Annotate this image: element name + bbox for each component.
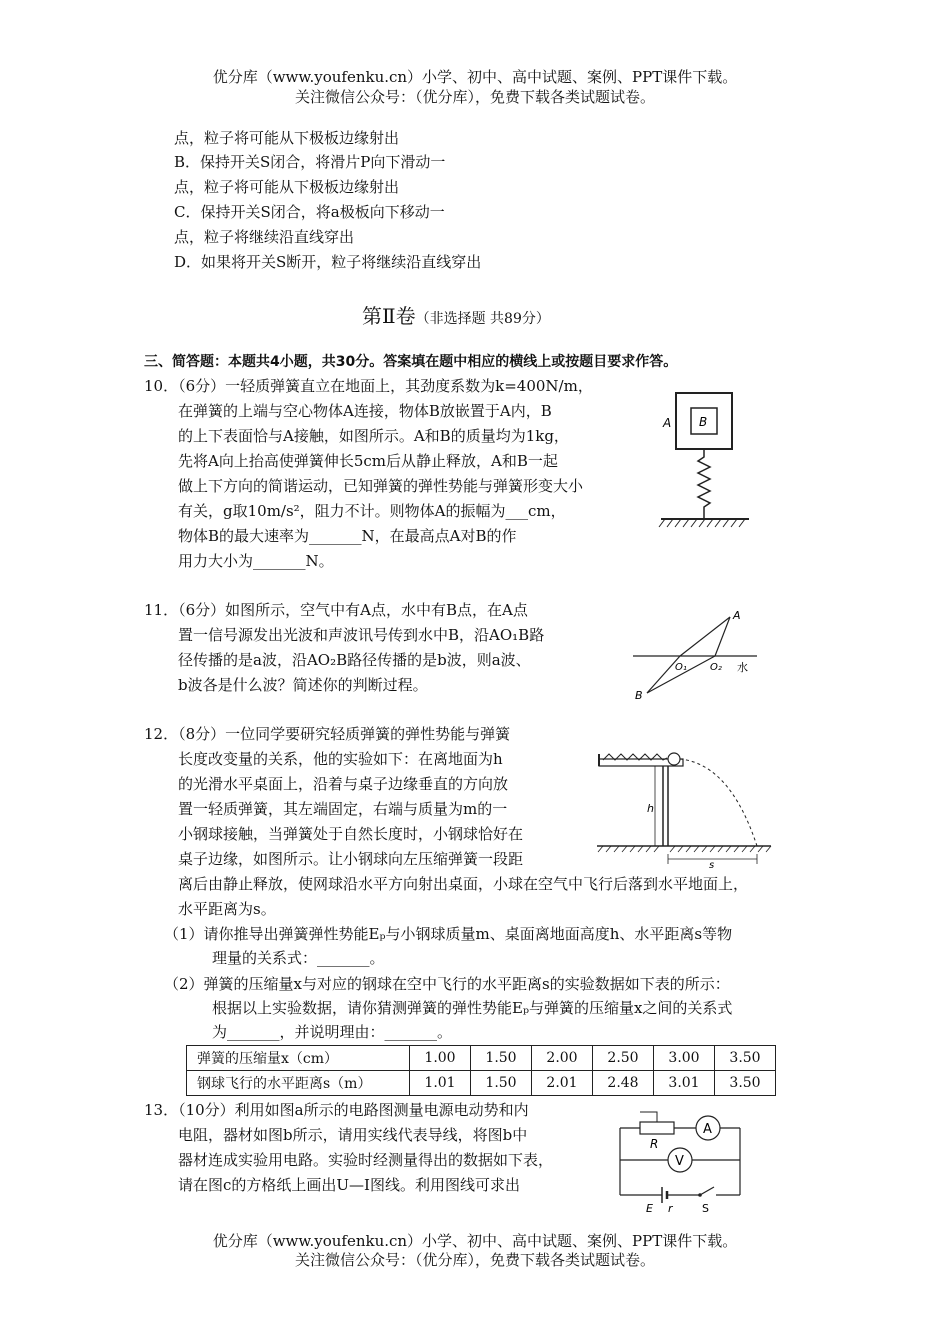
q11-line: 11．（6分）如图所示，空气中有A点，水中有B点，在A点 [144,601,528,619]
q13-line: 电阻，器材如图b所示，请用实线代表导线，将图b中 [178,1126,528,1144]
table-cell: 1.00 [410,1046,471,1071]
label-ammeter: A [703,1122,712,1137]
q11-line: b波各是什么波？简述你的判断过程。 [178,676,428,694]
label-r: r [668,1202,673,1215]
ground-hatch [659,519,745,527]
label-a: A [733,609,741,622]
q13-line: 请在图c的方格纸上画出U—I图线。利用图线可求出 [178,1176,520,1194]
q12-line: 12．（8分）一位同学要研究轻质弹簧的弹性势能与弹簧 [144,725,511,743]
option-line: 点，粒子将继续沿直线穿出 [174,228,355,246]
q12-sub1: （1）请你推导出弹簧弹性势能Eₚ与小钢球质量m、桌面离地面高度h、水平距离s等物 [164,925,733,943]
table-cell: 1.01 [410,1071,471,1096]
table-cell: 2.00 [532,1046,593,1071]
option-b: B．保持开关S闭合，将滑片P向下滑动一 [174,153,446,171]
option-c: C．保持开关S闭合，将a极板向下移动一 [174,203,445,221]
spring [698,449,710,519]
section-title [362,300,550,329]
footer-line-1: 优分库（www.youfenku.cn）小学、初中、高中试题、案例、PPT课件下载。 [212,1232,738,1250]
steel-ball [668,753,680,765]
label-o1: O₁ [675,662,687,673]
label-a: A [663,416,672,430]
footer-line-2: 关注微信公众号：（优分库），免费下载各类试题试卷。 [294,1251,655,1269]
label-h: h [647,802,654,815]
rheostat [640,1122,674,1134]
q10-line: 做上下方向的简谐运动，已知弹簧的弹性势能与弹簧形变大小 [178,477,584,495]
label-e: E [646,1202,653,1215]
q11-line: 置一信号源发出光波和声波讯号传到水中B，沿AO₁B路 [178,626,545,644]
circuit-figure [610,1100,770,1215]
switch [700,1187,714,1195]
q12-line: 桌子边缘，如图所示。让小钢球向左压缩弹簧一段距 [178,850,524,868]
section-title-main: 第Ⅱ卷 [362,304,416,328]
row-header: 钢球飞行的水平距离s（m） [187,1071,410,1096]
q10-line: 用力大小为_______N。 [178,552,334,570]
section-subtitle: （非选择题 共89分） [415,311,550,327]
q10-line: 10．（6分）一轻质弹簧直立在地面上，其劲度系数为k=400N/m， [144,377,593,395]
ground-hatch [598,846,771,852]
label-s: S [702,1202,709,1215]
option-line: 点，粒子将可能从下极板边缘射出 [174,178,400,196]
q11-line: 径传播的是a波，沿AO₂B路径传播的是b波，则a波、 [178,651,531,669]
slider [640,1112,657,1122]
q10-line: 有关，g取10m/s²，阻力不计。则物体A的振幅为___cm， [178,502,566,520]
header-line-1: 优分库（www.youfenku.cn）小学、初中、高中试题、案例、PPT课件下载。 [212,68,738,86]
trajectory [680,759,757,846]
q12-line: 长度改变量的关系，他的实验如下：在离地面为h [178,750,503,768]
label-b: B [635,689,643,702]
q10-line: 在弹簧的上端与空心物体A连接，物体B放嵌置于A内，B [178,402,552,420]
q12-line: 的光滑水平桌面上，沿着与桌子边缘垂直的方向放 [178,775,509,793]
table-cell: 3.50 [715,1071,776,1096]
spring-box-figure [655,385,755,535]
table-cell: 1.50 [471,1046,532,1071]
refraction-figure [625,605,765,705]
table-launch-figure [595,750,775,870]
q12-sub2-answer: 为_______，并说明理由：_______。 [212,1023,453,1041]
label-r-upper: R [650,1137,659,1151]
table-cell: 1.50 [471,1071,532,1096]
option-line: 点，粒子将可能从下极板边缘射出 [174,129,400,147]
q13-line: 13．（10分）利用如图a所示的电路图测量电源电动势和内 [144,1101,529,1119]
table-cell: 2.48 [593,1071,654,1096]
q12-line: 水平距离为s。 [178,900,276,918]
q13-line: 器材连成实验用电路。实验时经测量得出的数据如下表， [178,1151,554,1169]
table-cell: 3.00 [654,1046,715,1071]
q10-line: 物体B的最大速率为_______N，在最高点A对B的作 [178,527,517,545]
label-voltmeter: V [675,1154,684,1169]
label-b: B [699,415,708,429]
switch-pivot [698,1193,702,1197]
label-water: 水 [737,661,748,674]
q10-line: 先将A向上抬高使弹簧伸长5cm后从静止释放，A和B一起 [178,452,558,470]
q12-line: 离后由静止释放，使网球沿水平方向射出桌面，小球在空气中飞行后落到水平地面上， [178,875,749,893]
q12-line: 置一轻质弹簧，其左端固定，右端与质量为m的一 [178,800,508,818]
label-s: s [709,860,715,870]
table-cell: 3.01 [654,1071,715,1096]
q12-line: 小钢球接触，当弹簧处于自然长度时，小钢球恰好在 [178,825,524,843]
header-line-2: 关注微信公众号：（优分库），免费下载各类试题试卷。 [294,88,655,106]
label-o2: O₂ [710,662,722,673]
data-table [186,1045,776,1096]
table-row [187,1046,776,1071]
q12-sub2-line: 根据以上实验数据，请你猜测弹簧的弹性势能Eₚ与弹簧的压缩量x之间的关系式 [212,999,733,1017]
table-row [187,1071,776,1096]
option-d: D．如果将开关S断开，粒子将继续沿直线穿出 [174,253,482,271]
section-instruction: 三、简答题：本题共4小题，共30分。答案填在题中相应的横线上或按题目要求作答。 [144,354,678,370]
q10-line: 的上下表面恰与A接触，如图所示。A和B的质量均为1kg， [178,427,569,445]
row-header: 弹簧的压缩量x（cm） [187,1046,410,1071]
q12-sub2: （2）弹簧的压缩量x与对应的钢球在空中飞行的水平距离s的实验数据如下表的所示： [164,975,730,993]
table-cell: 3.50 [715,1046,776,1071]
q12-sub1-answer: 理量的关系式：_______。 [212,949,385,967]
table-cell: 2.50 [593,1046,654,1071]
table-cell: 2.01 [532,1071,593,1096]
